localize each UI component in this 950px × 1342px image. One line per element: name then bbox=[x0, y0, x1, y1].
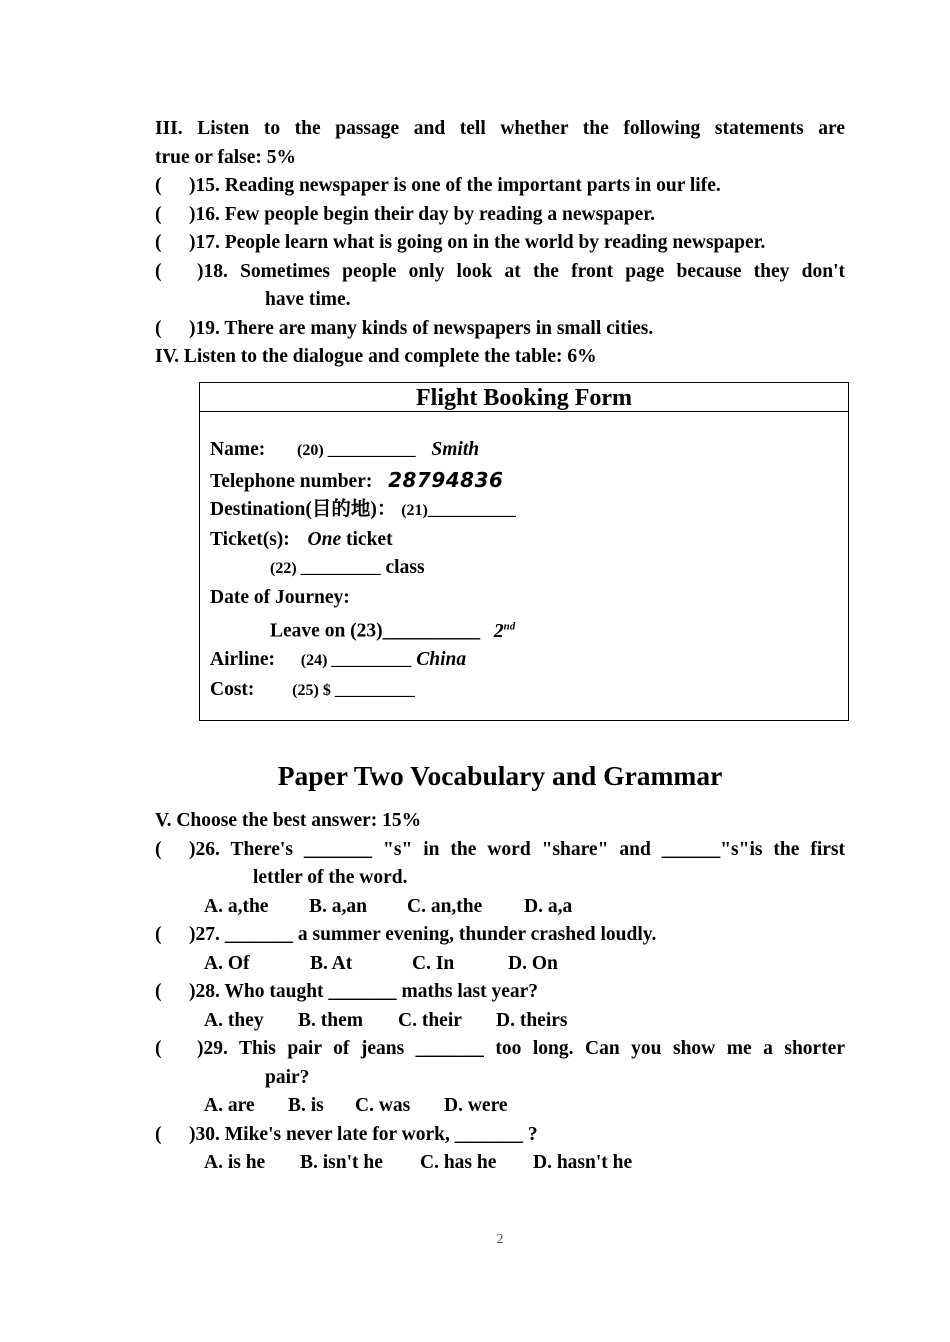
form-destination-row bbox=[210, 496, 848, 526]
option-c[interactable]: C. an,the bbox=[407, 895, 483, 917]
question-18 bbox=[155, 258, 845, 287]
question-text: )18. Sometimes people only look at the front page because they don't bbox=[197, 260, 845, 282]
question-17 bbox=[155, 229, 845, 258]
form-class-row bbox=[210, 554, 848, 584]
section3-heading-line1: III. Listen to the passage and tell whether the following statements are bbox=[155, 118, 845, 139]
answer-paren[interactable]: ( bbox=[155, 232, 162, 253]
question-26-continuation: lettler of the word. bbox=[253, 867, 408, 888]
destination-label: Destination(目的地)： bbox=[210, 499, 397, 520]
name-value: Smith bbox=[431, 439, 480, 460]
option-b[interactable]: B. isn't he bbox=[300, 1152, 383, 1173]
section3-heading-line2: true or false: 5% bbox=[155, 146, 296, 168]
leave-label[interactable]: Leave on (23)__________ bbox=[270, 620, 481, 642]
answer-paren[interactable]: ( bbox=[155, 981, 162, 1002]
section4-heading: IV. Listen to the dialogue and complete the table: 6% bbox=[155, 346, 597, 367]
question-18-continuation: have time. bbox=[265, 289, 351, 310]
form-ticket-row bbox=[210, 526, 848, 555]
answer-paren[interactable]: ( bbox=[155, 317, 162, 339]
destination-blank[interactable]: (21)___________ bbox=[401, 502, 516, 519]
option-a[interactable]: A. they bbox=[204, 1009, 264, 1031]
cost-label: Cost: bbox=[210, 678, 255, 700]
form-leave-row bbox=[210, 612, 848, 646]
question-27 bbox=[155, 921, 845, 950]
question-text: )26. There's _______ "s" in the word "share" and ______"s"is the first bbox=[189, 838, 845, 860]
question-text: )29. This pair of jeans _______ too long. Can you show me a shorter bbox=[197, 1038, 845, 1059]
option-a[interactable]: A. a,the bbox=[204, 895, 269, 917]
option-d[interactable]: D. hasn't he bbox=[533, 1152, 633, 1173]
option-d[interactable]: D. were bbox=[444, 1095, 508, 1116]
question-16 bbox=[155, 201, 845, 230]
answer-paren[interactable]: ( bbox=[155, 203, 162, 225]
cost-blank[interactable]: (25) $ __________ bbox=[292, 681, 415, 699]
option-b[interactable]: B. At bbox=[310, 952, 353, 974]
question-28 bbox=[155, 978, 845, 1007]
phone-label: Telephone number: bbox=[210, 470, 373, 492]
question-29-options bbox=[155, 1092, 845, 1121]
question-27-options bbox=[155, 950, 845, 979]
option-c[interactable]: C. In bbox=[412, 952, 455, 974]
question-15 bbox=[155, 172, 845, 201]
form-phone-row bbox=[210, 466, 848, 497]
ticket-label: Ticket(s): bbox=[210, 528, 290, 550]
question-text: )16. Few people begin their day by reading a newspaper. bbox=[189, 203, 656, 225]
ticket-count: One bbox=[307, 528, 342, 550]
question-26 bbox=[155, 836, 845, 865]
question-text: )19. There are many kinds of newspapers in small cities. bbox=[189, 317, 654, 339]
section-five bbox=[155, 807, 845, 1178]
form-title: Flight Booking Form bbox=[200, 383, 848, 412]
form-body bbox=[200, 412, 848, 705]
airline-value: China bbox=[416, 649, 467, 670]
answer-paren[interactable]: ( bbox=[155, 175, 162, 196]
question-29 bbox=[155, 1035, 845, 1064]
form-cost-row bbox=[210, 676, 848, 706]
question-text: )15. Reading newspaper is one of the important parts in our life. bbox=[189, 175, 721, 196]
paper-two-heading: Paper Two Vocabulary and Grammar bbox=[277, 760, 723, 791]
ticket-word: ticket bbox=[346, 528, 393, 550]
form-name-row bbox=[210, 436, 848, 466]
option-a[interactable]: A. are bbox=[204, 1095, 255, 1116]
name-label: Name: bbox=[210, 439, 266, 460]
answer-paren[interactable]: ( bbox=[155, 838, 162, 860]
answer-paren[interactable]: ( bbox=[155, 1038, 162, 1059]
class-word: class bbox=[385, 557, 425, 578]
option-c[interactable]: C. was bbox=[355, 1095, 411, 1116]
question-26-options bbox=[155, 893, 845, 922]
option-c[interactable]: C. has he bbox=[420, 1152, 497, 1173]
option-b[interactable]: B. is bbox=[288, 1095, 324, 1116]
option-b[interactable]: B. a,an bbox=[309, 895, 367, 917]
question-30 bbox=[155, 1121, 845, 1150]
question-text: )30. Mike's never late for work, _______ ? bbox=[189, 1123, 538, 1145]
airline-blank[interactable]: (24) __________ bbox=[300, 652, 412, 669]
page-number: 2 bbox=[496, 1232, 504, 1247]
option-a[interactable]: A. is he bbox=[204, 1152, 266, 1173]
answer-paren[interactable]: ( bbox=[155, 260, 162, 282]
question-28-options bbox=[155, 1007, 845, 1036]
section5-heading: V. Choose the best answer: 15% bbox=[155, 810, 422, 831]
answer-paren[interactable]: ( bbox=[155, 1123, 162, 1145]
leave-value: 2nd bbox=[493, 620, 516, 642]
option-d[interactable]: D. theirs bbox=[496, 1009, 568, 1031]
option-b[interactable]: B. them bbox=[298, 1009, 363, 1031]
question-text: )27. _______ a summer evening, thunder crashed loudly. bbox=[189, 924, 657, 945]
option-d[interactable]: D. a,a bbox=[524, 895, 573, 917]
class-blank[interactable]: (22) __________ bbox=[270, 560, 381, 577]
option-c[interactable]: C. their bbox=[398, 1009, 462, 1031]
airline-label: Airline: bbox=[210, 649, 275, 670]
form-date-row: Date of Journey: bbox=[210, 586, 350, 608]
option-d[interactable]: D. On bbox=[508, 952, 558, 974]
flight-booking-form bbox=[199, 382, 849, 721]
option-a[interactable]: A. Of bbox=[204, 952, 250, 974]
question-text: )28. Who taught _______ maths last year? bbox=[189, 981, 539, 1002]
question-29-continuation: pair? bbox=[265, 1066, 310, 1088]
phone-value: 28794836 bbox=[388, 467, 504, 492]
form-airline-row bbox=[210, 646, 848, 676]
section-three bbox=[155, 115, 845, 372]
name-blank[interactable]: (20) ___________ bbox=[296, 442, 416, 459]
question-30-options bbox=[155, 1149, 845, 1178]
question-19 bbox=[155, 315, 845, 344]
question-text: )17. People learn what is going on in the world by reading newspaper. bbox=[189, 232, 766, 253]
answer-paren[interactable]: ( bbox=[155, 924, 162, 945]
